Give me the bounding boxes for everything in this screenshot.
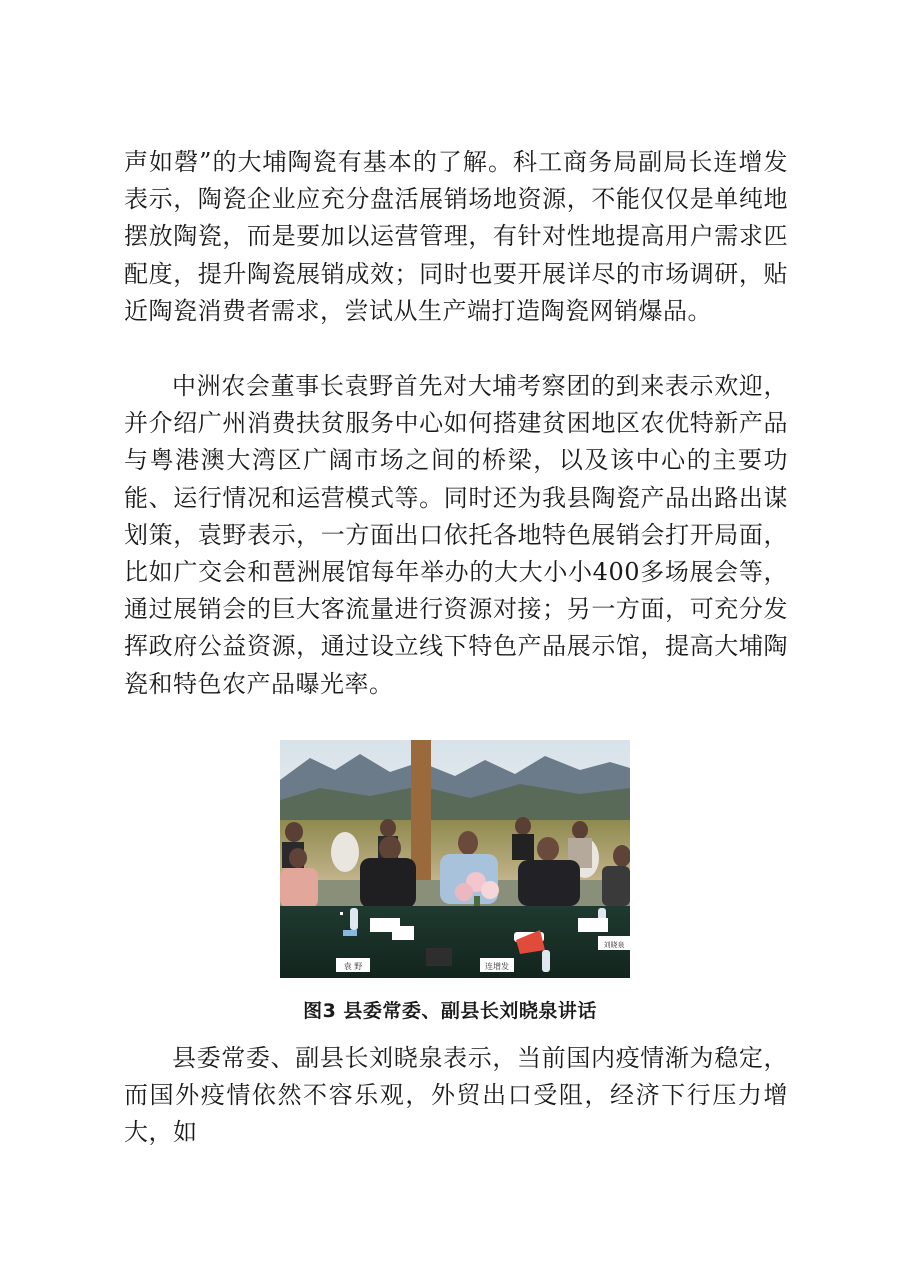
- figure-caption: 图3 县委常委、副县长刘晓泉讲话: [303, 1000, 597, 1022]
- name-card-text: 袁 野: [343, 962, 363, 971]
- paragraph: 声如磬”的大埔陶瓷有基本的了解。科工商务局副局长连增发表示，陶瓷企业应充分盘活展销场地资源，不能仅仅是单纯地摆放陶瓷，而是要加以运营管理，有针对性地提高用户需求匹配度，提升陶瓷展销成效；同时也要开展详尽的市场调研，贴近陶瓷消费者需求，尝试从生产端打造陶瓷网销爆品。: [124, 148, 788, 325]
- paragraph: 中洲农会董事长袁野首先对大埔考察团的到来表示欢迎，并介绍广州消费扶贫服务中心如何搭建贫困地区农优特新产品与粤港澳大湾区广阔市场之间的桥梁，以及该中心的主要功能、运行情况和运营模式等。同时还为我县陶瓷产品出路出谋划策，袁野表示，一方面出口依托各地特色展销会打开局面，比如广交会和琶洲展馆每年举办的大大小小400多场展会等，通过展销会的巨大客流量进行资源对接；另一方面，可充分发挥政府公益资源，通过设立线下特色产品展示馆，提高大埔陶瓷和特色农产品曝光率。: [124, 372, 788, 698]
- name-card-text: 连增发: [485, 962, 509, 971]
- paragraph: 县委常委、副县长刘晓泉表示，当前国内疫情渐为稳定，而国外疫情依然不容乐观，外贸出口受阻，经济下行压力增大，如: [124, 1044, 788, 1147]
- name-card-text: 刘晓泉: [603, 941, 625, 949]
- meeting-photo: [280, 740, 630, 978]
